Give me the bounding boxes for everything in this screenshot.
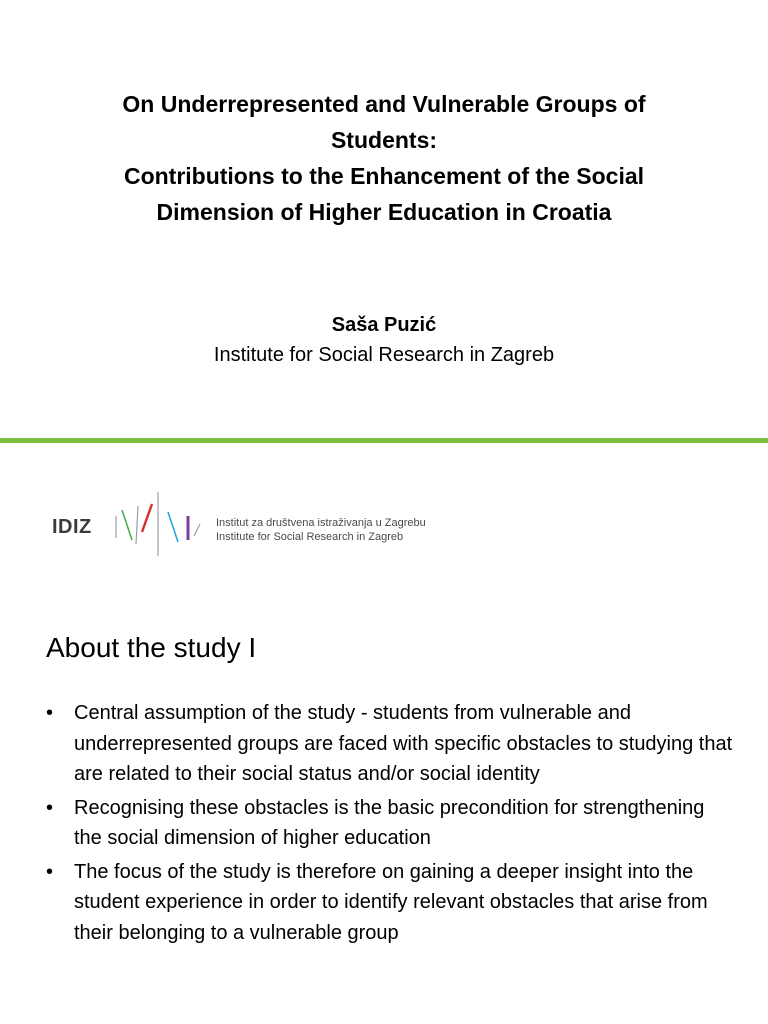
author-name: Saša Puzić xyxy=(331,314,437,336)
list-item xyxy=(46,793,736,854)
title-line: On Underrepresented and Vulnerable Groups of xyxy=(122,91,646,117)
author-affiliation: Institute for Social Research in Zagreb xyxy=(213,344,555,366)
section-heading: About the study I xyxy=(46,632,257,663)
logo-strokes-icon xyxy=(112,488,208,560)
idiz-logo xyxy=(52,488,432,560)
bullet-text: Central assumption of the study - students from vulnerable and underrepresented groups are faced with specific obstacles to studying that are related to their social status and/or social identity xyxy=(74,702,733,785)
title-line: Contributions to the Enhancement of the Social xyxy=(123,163,645,189)
bullet-icon: • xyxy=(46,860,54,883)
logo-wordmark: IDIZ xyxy=(52,516,92,538)
presentation-title xyxy=(40,86,728,230)
title-line: Dimension of Higher Education in Croatia xyxy=(156,199,612,225)
bullet-list xyxy=(46,698,736,951)
title-line: Students: xyxy=(330,127,438,153)
title-slide xyxy=(0,0,768,438)
logo-line-english: Institute for Social Research in Zagreb xyxy=(216,531,404,543)
bullet-icon: • xyxy=(46,702,54,724)
list-item xyxy=(46,857,736,949)
list-item xyxy=(46,698,736,790)
bullet-text: The focus of the study is therefore on gaining a deeper insight into the student experience in order to identify relevant obstacles that arise from their belonging to a vulnerable group xyxy=(74,860,708,944)
logo-line-croatian: Institut za društvena istraživanja u Zagrebu xyxy=(216,517,426,529)
bullet-text: Recognising these obstacles is the basic precondition for strengthening the social dimension of higher education xyxy=(74,796,705,849)
green-divider xyxy=(0,438,768,443)
logo-institute-name xyxy=(216,516,426,544)
bullet-icon: • xyxy=(46,796,54,819)
